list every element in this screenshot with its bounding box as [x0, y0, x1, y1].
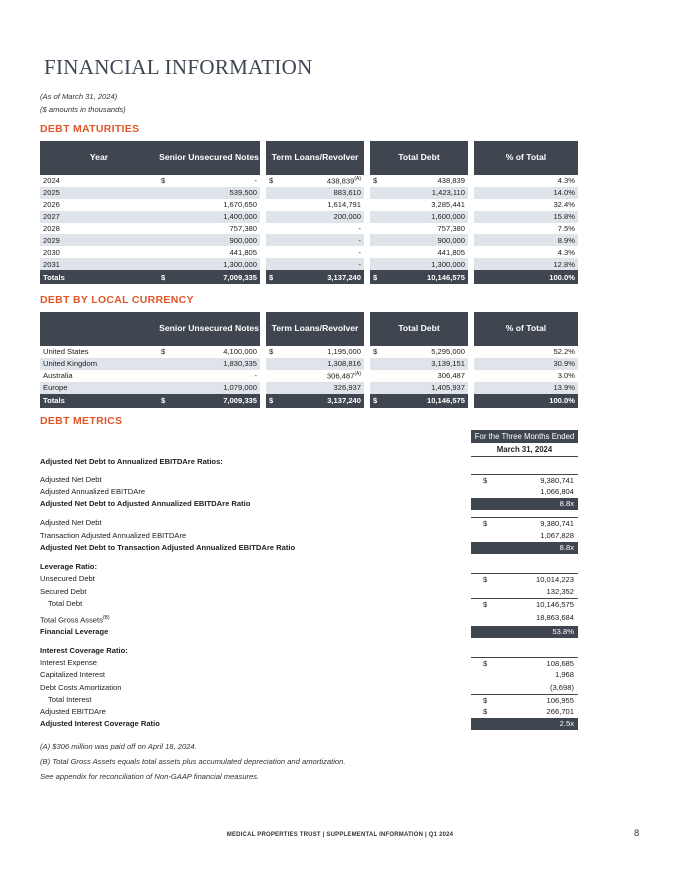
percent-cell: 14.0% [474, 187, 578, 199]
metric-value-box [471, 718, 578, 730]
senior-notes-cell [158, 199, 260, 211]
term-loans-cell [266, 358, 364, 370]
metric-row [40, 694, 578, 706]
senior-notes-cell-value: 7,009,335 [223, 272, 257, 282]
metric-value: 2.5x [559, 719, 574, 728]
table-row [40, 211, 578, 223]
metric-label: Adjusted Net Debt to Transaction Adjusted Annualized EBITDAre Ratio [40, 543, 296, 552]
metric-value: 10,146,575 [535, 600, 574, 609]
metric-row [40, 626, 578, 638]
page-number: 8 [634, 828, 640, 839]
metric-value-box [471, 626, 578, 638]
senior-notes-cell [158, 258, 260, 270]
col-percent-header: % of Total [474, 312, 578, 346]
term-loans-cell-value: 1,308,816 [327, 359, 361, 369]
row-label: 2024 [43, 176, 60, 186]
total-debt-cell-value: 1,600,000 [431, 212, 465, 222]
metric-row [40, 682, 578, 694]
page-footer: MEDICAL PROPERTIES TRUST | SUPPLEMENTAL INFORMATION | Q1 2024 [226, 832, 454, 838]
percent-cell: 4.3% [557, 247, 575, 257]
senior-notes-cell-value: - [254, 176, 257, 186]
row-label: 2030 [43, 247, 60, 257]
senior-notes-cell-dollar: $ [161, 272, 166, 282]
senior-notes-cell [158, 394, 260, 408]
metric-value-box [471, 530, 578, 542]
col-term-loans-header: Term Loans/Revolver [266, 141, 364, 175]
total-debt-cell [370, 394, 468, 408]
senior-notes-cell-value: 539,500 [229, 188, 257, 198]
table-row [40, 258, 578, 270]
percent-cell: 4.3% [557, 176, 575, 186]
col-term-loans-header: Term Loans/Revolver [266, 312, 364, 346]
debt-by-currency-table [40, 312, 578, 408]
senior-notes-cell-dollar: $ [161, 347, 166, 357]
senior-notes-cell-value: 1,400,000 [223, 212, 257, 222]
metric-dollar: $ [483, 575, 488, 584]
total-debt-cell-value: 5,295,000 [431, 347, 465, 357]
metric-row [40, 586, 578, 598]
senior-notes-cell-value: - [254, 371, 257, 381]
term-loans-cell-dollar: $ [269, 396, 274, 406]
metric-value: 266,701 [546, 707, 574, 716]
total-debt-cell-value: 3,139,151 [431, 359, 465, 369]
term-loans-cell-value: - [358, 259, 361, 269]
row-label: 2026 [43, 200, 60, 210]
metric-label: Interest Expense [40, 658, 97, 667]
metric-label: Interest Coverage Ratio: [40, 646, 128, 655]
percent-cell: 30.9% [474, 358, 578, 370]
metric-row [40, 517, 578, 529]
metric-value: 53.8% [552, 627, 574, 636]
metric-row [40, 657, 578, 669]
senior-notes-cell-value: 4,100,000 [223, 347, 257, 357]
senior-notes-cell-value: 1,670,650 [223, 200, 257, 210]
total-debt-cell-value: 757,380 [437, 224, 465, 233]
table-row [40, 234, 578, 246]
metric-row [40, 669, 578, 681]
senior-notes-cell-value: 900,000 [229, 235, 257, 245]
metric-value-box [471, 517, 578, 530]
metric-row [40, 474, 578, 486]
total-debt-cell-value: 306,487 [437, 371, 465, 381]
metric-row [40, 718, 578, 730]
metric-value-box [471, 612, 578, 624]
metric-value: 10,014,223 [535, 575, 574, 584]
senior-notes-cell [158, 187, 260, 199]
metric-label: Total Gross Assets$^{(B)}$ [40, 615, 110, 625]
metric-label: Total Debt [48, 599, 83, 608]
table-row [40, 382, 578, 394]
senior-notes-cell-value: 7,009,335 [223, 396, 257, 406]
senior-notes-cell-value: 757,380 [229, 224, 257, 233]
row-label: 2028 [43, 224, 60, 233]
row-label: Totals [40, 394, 158, 408]
percent-cell: 8.9% [474, 234, 578, 246]
term-loans-cell-dollar: $ [269, 347, 274, 357]
senior-notes-cell [158, 370, 260, 382]
percent-cell: 12.8% [474, 258, 578, 270]
row-label: Totals [40, 270, 158, 284]
footnote-a: (A) $306 million was paid off on April 18, 2024. [40, 742, 197, 751]
total-debt-cell-dollar: $ [373, 396, 378, 406]
col-percent-header: % of Total [474, 141, 578, 175]
metric-value: 8.8x [559, 543, 574, 552]
row-label: 2031 [40, 258, 158, 270]
col-total-debt-header: Total Debt [370, 312, 468, 346]
term-loans-cell [266, 234, 364, 246]
metric-row [40, 561, 578, 573]
total-debt-cell-value: 441,805 [437, 247, 465, 257]
metric-dollar: $ [483, 696, 488, 705]
metric-label: Adjusted EBITDAre [40, 707, 106, 716]
term-loans-cell-value: 1,614,791 [327, 200, 361, 210]
term-loans-cell [266, 211, 364, 223]
table-row [40, 187, 578, 199]
metrics-period-header: For the Three Months Ended [471, 430, 578, 443]
senior-notes-cell [158, 175, 260, 187]
col-total-debt-header: Total Debt [370, 141, 468, 175]
footnote-b: (B) Total Gross Assets equals total assets plus accumulated depreciation and amortization. [40, 757, 346, 766]
metric-value: 1,968 [554, 670, 574, 679]
term-loans-cell-note: (A) [354, 176, 361, 183]
senior-notes-cell [158, 346, 260, 358]
metric-label: Adjusted Interest Coverage Ratio [40, 719, 160, 728]
table-row [40, 223, 578, 235]
senior-notes-cell-value: 1,300,000 [223, 259, 257, 269]
col-year-header [40, 312, 158, 346]
metric-row [40, 498, 578, 510]
term-loans-cell-value: - [358, 247, 361, 257]
metric-value: 9,380,741 [540, 519, 574, 528]
senior-notes-cell [158, 270, 260, 284]
percent-cell: 3.0% [557, 371, 575, 381]
row-label: Europe [40, 382, 158, 394]
total-debt-cell-value: 1,423,110 [431, 188, 465, 198]
row-label: United States [43, 347, 89, 357]
debt-maturities-table [40, 141, 578, 284]
senior-notes-cell-value: 1,079,000 [223, 383, 257, 393]
total-debt-cell-value: 1,405,937 [431, 383, 465, 393]
term-loans-cell-value: 1,195,000 [327, 347, 361, 357]
metric-dollar: $ [483, 659, 488, 668]
total-debt-cell-dollar: $ [373, 347, 378, 357]
term-loans-cell [266, 394, 364, 408]
percent-cell: 15.8% [474, 211, 578, 223]
metric-dollar: $ [483, 519, 488, 528]
total-debt-cell [370, 270, 468, 284]
percent-cell: 32.4% [553, 200, 575, 210]
term-loans-cell [266, 370, 364, 382]
term-loans-cell-dollar: $ [269, 176, 274, 186]
metric-row [40, 530, 578, 542]
metric-value: 1,067,828 [540, 531, 574, 540]
senior-notes-cell-dollar: $ [161, 176, 166, 186]
col-senior-notes-header: Senior Unsecured Notes [158, 141, 260, 175]
metric-value-box [471, 598, 578, 611]
metrics-period-date: March 31, 2024 [471, 443, 578, 457]
metric-row [40, 598, 578, 610]
senior-notes-cell [158, 382, 260, 394]
metric-value: 108,685 [546, 659, 574, 668]
metric-value-box [471, 682, 578, 694]
metric-label: Unsecured Debt [40, 574, 95, 583]
metric-label: Transaction Adjusted Annualized EBITDAre [40, 531, 187, 540]
metric-row [40, 573, 578, 585]
table-row [40, 246, 578, 258]
total-debt-cell-value: 3,285,441 [431, 200, 465, 210]
total-debt-cell [370, 223, 468, 235]
metric-note: (B) [102, 615, 110, 621]
total-debt-cell [370, 175, 468, 187]
metric-row [40, 486, 578, 498]
metric-value: 8.8x [559, 499, 574, 508]
total-debt-cell-value: 900,000 [437, 235, 465, 245]
debt-by-currency-heading: DEBT BY LOCAL CURRENCY [40, 294, 194, 306]
metric-row [40, 706, 578, 718]
metric-value-box [471, 486, 578, 498]
term-loans-cell [266, 223, 364, 235]
total-debt-cell [370, 370, 468, 382]
total-debt-cell [370, 358, 468, 370]
metric-dollar: $ [483, 600, 488, 609]
total-debt-cell [370, 199, 468, 211]
term-loans-cell-value: 3,137,240 [327, 272, 361, 282]
term-loans-cell-value: - [358, 235, 361, 245]
percent-cell: 13.9% [474, 382, 578, 394]
table-row [40, 199, 578, 211]
row-label: 2027 [40, 211, 158, 223]
metric-dollar: $ [483, 476, 488, 485]
metric-value: (3,698) [549, 683, 574, 692]
term-loans-cell [266, 187, 364, 199]
total-debt-cell [370, 382, 468, 394]
metric-value: 18,863,684 [535, 613, 574, 622]
total-debt-cell-value: 10,146,575 [426, 272, 465, 282]
percent-cell: 100.0% [474, 394, 578, 408]
row-label: Australia [43, 371, 73, 381]
term-loans-cell [266, 258, 364, 270]
metric-label: Secured Debt [40, 587, 87, 596]
row-label: 2029 [40, 234, 158, 246]
units-note: ($ amounts in thousands) [40, 105, 126, 114]
totals-row [40, 394, 578, 408]
metric-label: Adjusted Net Debt [40, 475, 102, 484]
col-senior-notes-header: Senior Unsecured Notes [158, 312, 260, 346]
term-loans-cell-dollar: $ [269, 272, 274, 282]
table-row [40, 346, 578, 358]
metric-label: Financial Leverage [40, 627, 109, 636]
metric-label: Total Interest [48, 695, 92, 704]
total-debt-cell [370, 211, 468, 223]
senior-notes-cell [158, 246, 260, 258]
as-of-date: (As of March 31, 2024) [40, 92, 118, 101]
metric-value-box [471, 669, 578, 681]
term-loans-cell [266, 382, 364, 394]
total-debt-cell [370, 246, 468, 258]
total-debt-cell [370, 187, 468, 199]
term-loans-cell [266, 199, 364, 211]
metric-value-box [471, 586, 578, 598]
metric-value-box [471, 706, 578, 718]
term-loans-cell-value: 200,000 [333, 212, 361, 222]
metric-row [40, 645, 578, 657]
percent-cell: 52.2% [553, 347, 575, 357]
metric-row [40, 456, 578, 468]
term-loans-cell-value: 438,839 [326, 176, 355, 186]
term-loans-cell [266, 246, 364, 258]
metric-label: Adjusted Net Debt [40, 518, 102, 527]
term-loans-cell [266, 270, 364, 284]
senior-notes-cell-value: 441,805 [229, 247, 257, 257]
term-loans-cell-value: 3,137,240 [327, 396, 361, 406]
total-debt-cell [370, 234, 468, 246]
senior-notes-cell-dollar: $ [161, 396, 166, 406]
total-debt-cell [370, 258, 468, 270]
col-year-header: Year [40, 141, 158, 175]
debt-metrics-heading: DEBT METRICS [40, 415, 123, 427]
total-debt-cell-value: 10,146,575 [426, 396, 465, 406]
term-loans-cell-note: (A) [354, 370, 361, 377]
table-row [40, 370, 578, 382]
total-debt-cell-dollar: $ [373, 272, 378, 282]
senior-notes-cell [158, 211, 260, 223]
metric-value: 106,955 [546, 696, 574, 705]
metric-value-box [471, 573, 578, 586]
senior-notes-cell [158, 223, 260, 235]
percent-cell: 7.5% [557, 224, 575, 233]
metric-label: Debt Costs Amortization [40, 683, 122, 692]
term-loans-cell-value: 883,610 [333, 188, 361, 198]
metric-value: 1,066,804 [540, 487, 574, 496]
percent-cell: 100.0% [474, 270, 578, 284]
metric-row [40, 612, 578, 624]
total-debt-cell [370, 346, 468, 358]
table-row [40, 358, 578, 370]
metric-label: Adjusted Annualized EBITDAre [40, 487, 146, 496]
footnote-non-gaap: See appendix for reconciliation of Non-GAAP financial measures. [40, 772, 260, 781]
senior-notes-cell [158, 358, 260, 370]
senior-notes-cell [158, 234, 260, 246]
metric-label: Adjusted Net Debt to Adjusted Annualized EBITDAre Ratio [40, 499, 251, 508]
total-debt-cell-dollar: $ [373, 176, 378, 186]
metric-row [40, 542, 578, 554]
metric-label: Adjusted Net Debt to Annualized EBITDAre Ratios: [40, 457, 223, 466]
total-debt-cell-value: 1,300,000 [431, 259, 465, 269]
term-loans-cell-value: - [358, 224, 361, 233]
metric-label: Capitalized Interest [40, 670, 106, 679]
metric-value-box [471, 542, 578, 554]
term-loans-cell-value: 306,487 [326, 371, 355, 381]
total-debt-cell-value: 438,839 [437, 176, 465, 186]
term-loans-cell-value: 326,937 [333, 383, 361, 393]
term-loans-cell [266, 346, 364, 358]
term-loans-cell [266, 175, 364, 187]
row-label: United Kingdom [40, 358, 158, 370]
debt-maturities-heading: DEBT MATURITIES [40, 123, 140, 135]
table-row [40, 175, 578, 187]
metric-label: Leverage Ratio: [40, 562, 97, 571]
metric-dollar: $ [483, 707, 488, 716]
senior-notes-cell-value: 1,830,335 [223, 359, 257, 369]
totals-row [40, 270, 578, 284]
metric-value: 9,380,741 [540, 476, 574, 485]
page-title: FINANCIAL INFORMATION [44, 55, 313, 79]
metric-value-box [471, 498, 578, 510]
metric-value: 132,352 [546, 587, 574, 596]
row-label: 2025 [40, 187, 158, 199]
